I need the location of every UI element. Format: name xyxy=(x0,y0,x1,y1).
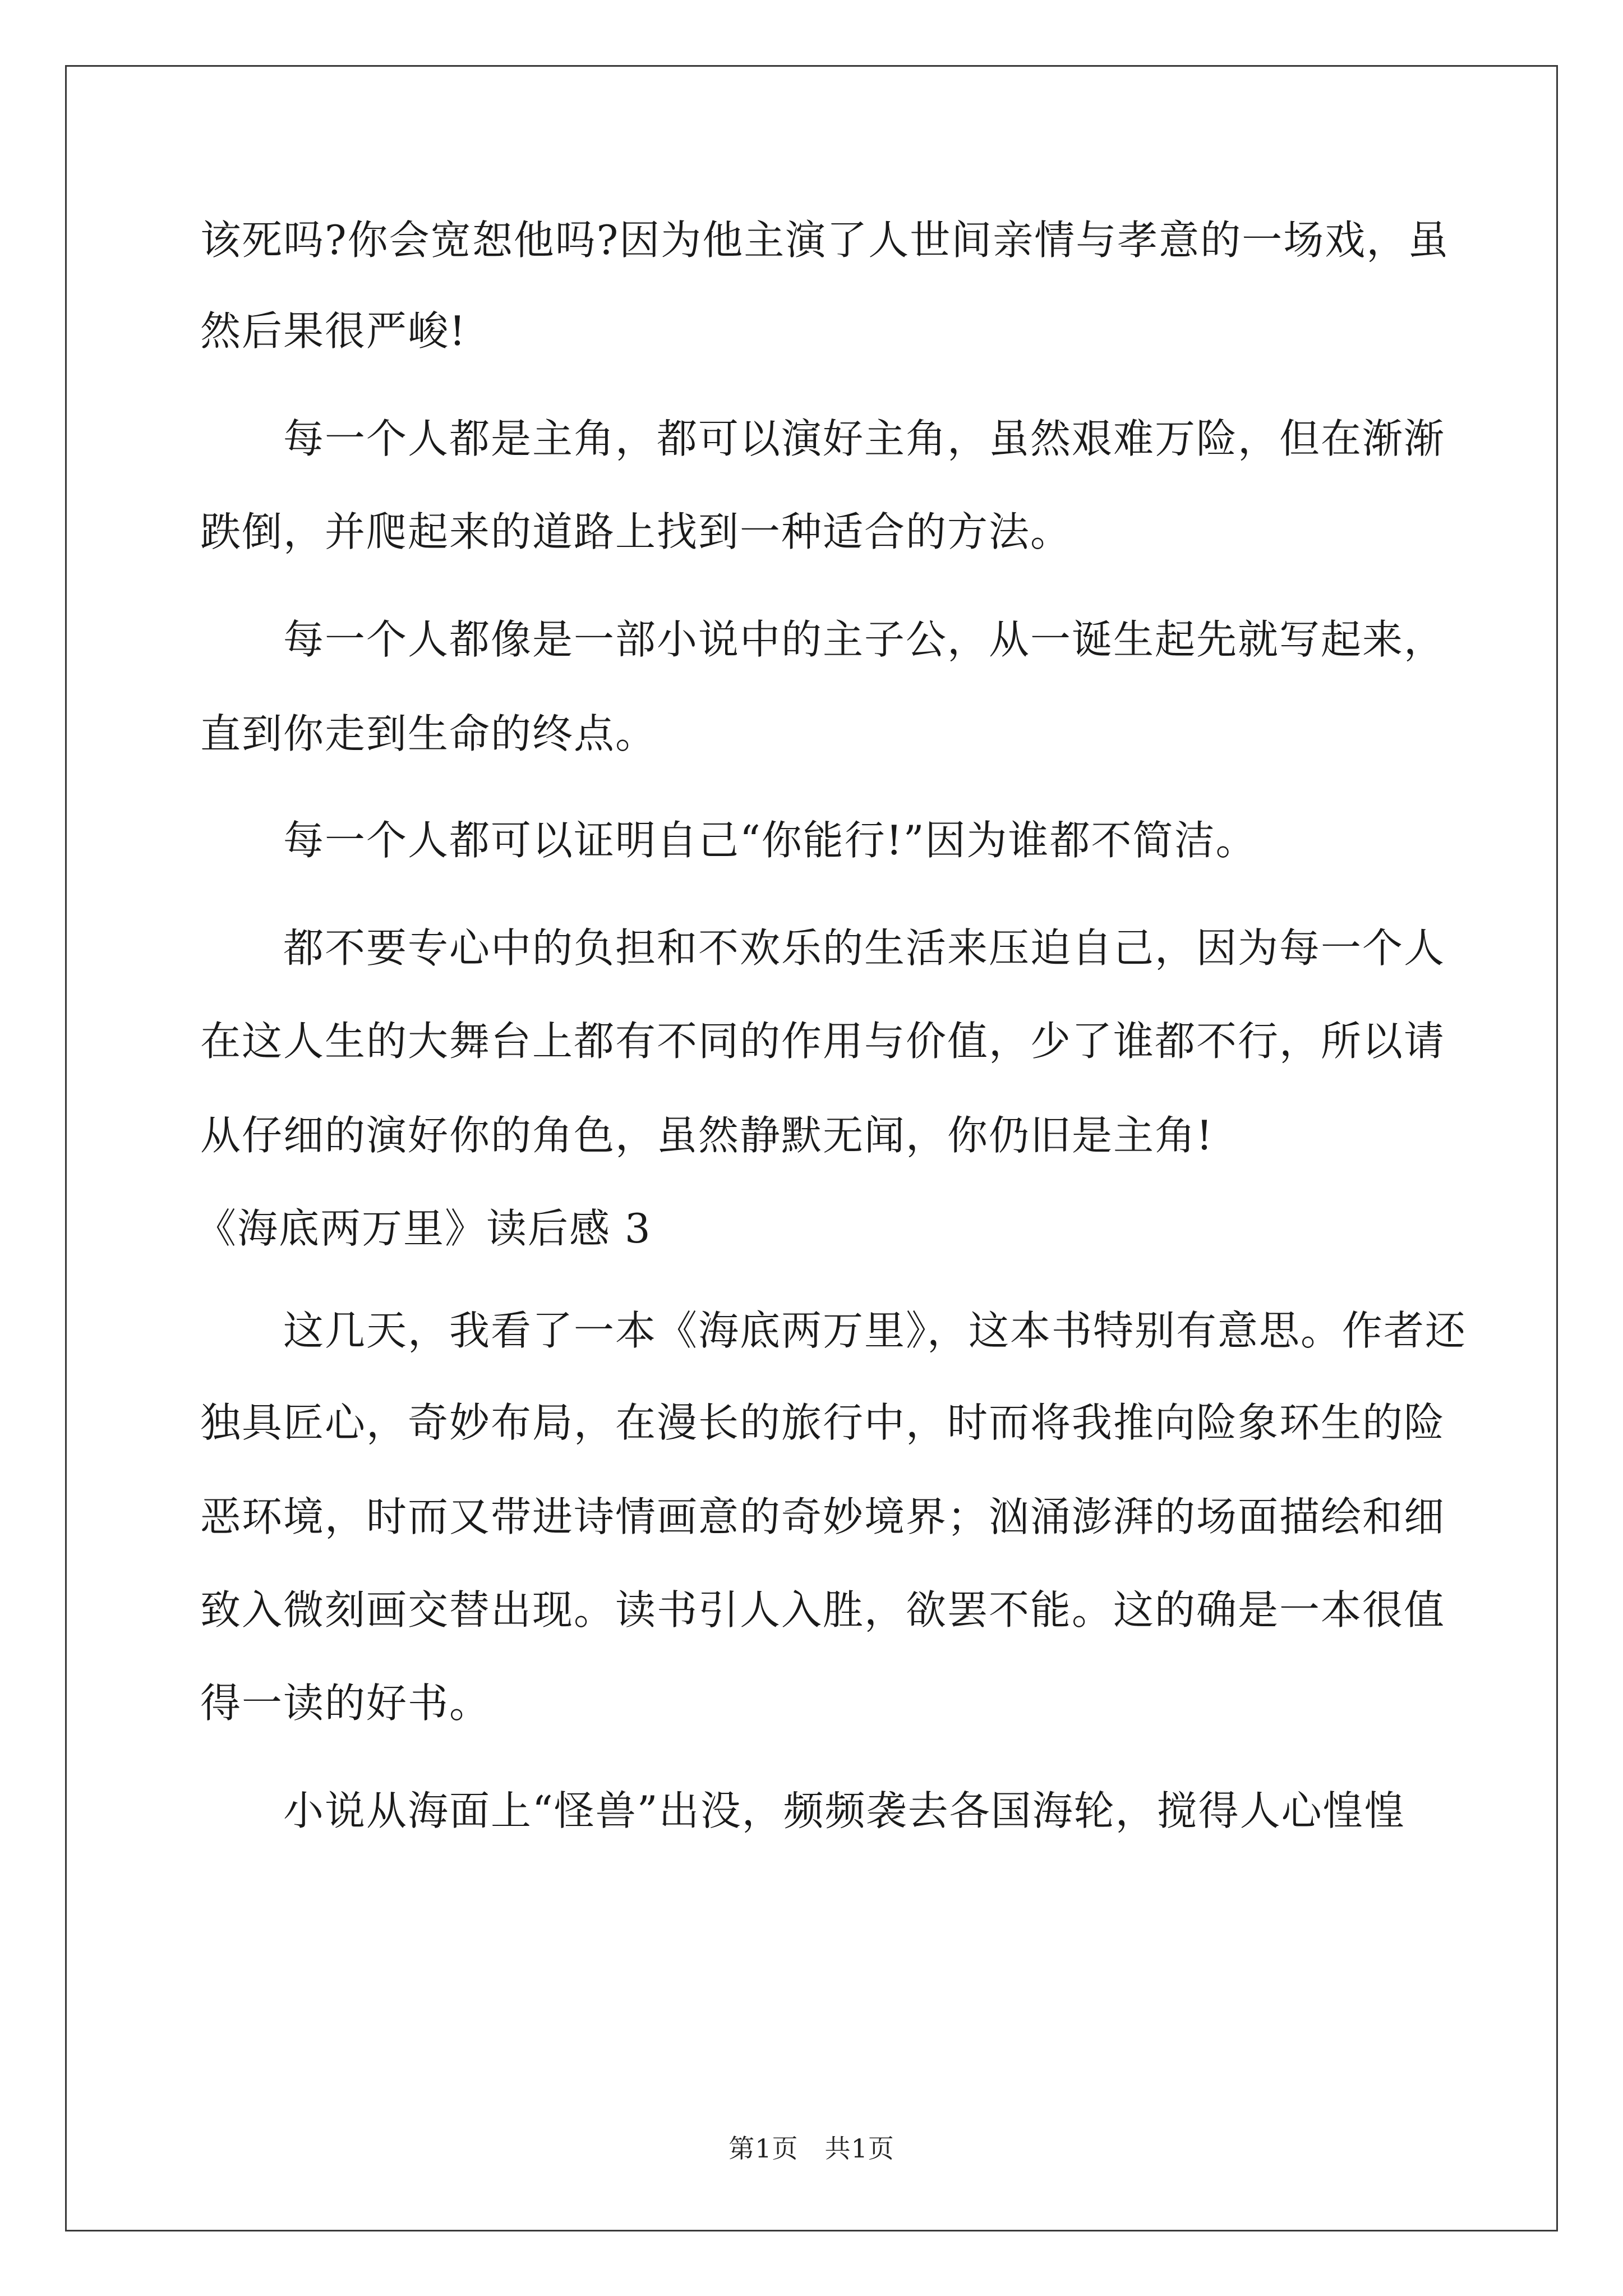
section-heading: 《海底两万里》读后感 3 xyxy=(196,1205,652,1252)
text-line: 然后果很严峻! xyxy=(200,307,467,355)
text-line: 这几天，我看了一本《海底两万里》，这本书特别有意思。作者还 xyxy=(200,1307,1467,1354)
text-line: 都不要专心中的负担和不欢乐的生活来压迫自己，因为每一个人 xyxy=(200,924,1446,972)
text-line: 从仔细的演好你的角色，虽然静默无闻，你仍旧是主角! xyxy=(200,1112,1214,1159)
text-line: 致入微刻画交替出现。读书引人入胜，欲罢不能。这的确是一本很值 xyxy=(200,1586,1446,1634)
text-line: 小说从海面上“怪兽”出没，频频袭去各国海轮，搅得人心惶惶 xyxy=(200,1787,1406,1834)
text-line: 该死吗?你会宽恕他吗?因为他主演了人世间亲情与孝意的一场戏，虽 xyxy=(200,217,1450,264)
text-line: 在这人生的大舞台上都有不同的作用与价值，少了谁都不行，所以请 xyxy=(200,1018,1446,1065)
text-line: 直到你走到生命的终点。 xyxy=(200,710,657,757)
text-line: 得一读的好书。 xyxy=(200,1680,491,1727)
text-line: 跌倒，并爬起来的道路上找到一种适合的方法。 xyxy=(200,508,1072,555)
page-number-footer: 第1页 共1页 xyxy=(728,2133,895,2164)
text-line: 恶环境，时而又带进诗情画意的奇妙境界；汹涌澎湃的场面描绘和细 xyxy=(200,1493,1446,1540)
text-line: 每一个人都像是一部小说中的主子公，从一诞生起先就写起来， xyxy=(200,616,1446,663)
text-line: 独具匠心，奇妙布局，在漫长的旅行中，时而将我推向险象环生的险 xyxy=(200,1399,1446,1446)
text-line: 每一个人都是主角，都可以演好主角，虽然艰难万险，但在渐渐 xyxy=(200,415,1446,462)
text-line: 每一个人都可以证明自己“你能行!”因为谁都不简洁。 xyxy=(200,817,1257,864)
